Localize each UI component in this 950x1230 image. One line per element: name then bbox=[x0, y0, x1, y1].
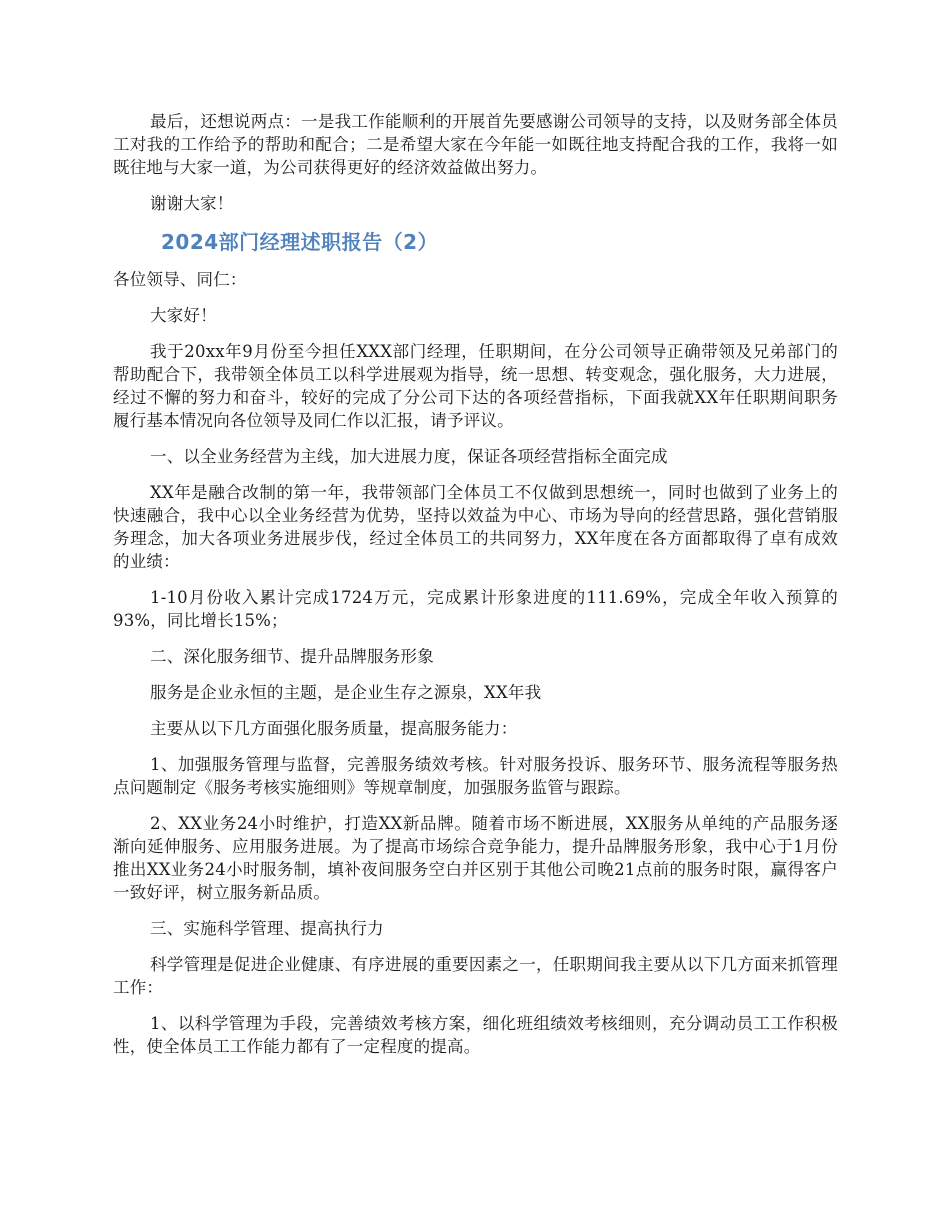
document-page bbox=[113, 110, 838, 1071]
greeting: 大家好！ bbox=[150, 306, 217, 325]
management-item-1: 1、以科学管理为手段，完善绩效考核方案，细化班组绩效考核细则，充分调动员工工作积极性，使全体员工工作能力都有了一定程度的提高。 bbox=[113, 1014, 838, 1056]
revenue-paragraph: 1-10月份收入累计完成1724万元，完成累计形象进度的111.69%，完成全年收入预算的93%，同比增长15%； bbox=[113, 588, 838, 630]
section-heading: 2024部门经理述职报告（2） bbox=[161, 230, 439, 254]
section-one-title: 一、以全业务经营为主线，加大进展力度，保证各项经营指标全面完成 bbox=[150, 447, 668, 466]
service-item-1: 1、加强服务管理与监督，完善服务绩效考核。针对服务投诉、服务环节、服务流程等服务热点问题制定《服务考核实施细则》等规章制度，加强服务监管与跟踪。 bbox=[113, 755, 838, 797]
service-focus-line: 主要从以下几方面强化服务质量，提高服务能力： bbox=[150, 719, 518, 738]
section-three-title: 三、实施科学管理、提高执行力 bbox=[150, 919, 384, 938]
thanks-line: 谢谢大家！ bbox=[150, 194, 234, 213]
service-intro-line: 服务是企业永恒的主题，是企业生存之源泉，XX年我 bbox=[150, 683, 542, 702]
salutation: 各位领导、同仁： bbox=[113, 270, 247, 289]
service-item-2: 2、XX业务24小时维护，打造XX新品牌。随着市场不断进展，XX服务从单纯的产品服务逐渐向延伸服务、应用服务进展。为了提高市场综合竞争能力，提升品牌服务形象，我中心于1月份推出XX业务24小时服务制，填补夜间服务空白并区别于其他公司晚21点前的服务时限，赢得客户一致好评，树立服务新品质。 bbox=[113, 814, 838, 902]
section-two-title: 二、深化服务细节、提升品牌服务形象 bbox=[150, 647, 434, 666]
closing-paragraph: 最后，还想说两点：一是我工作能顺利的开展首先要感谢公司领导的支持，以及财务部全体员工对我的工作给予的帮助和配合；二是希望大家在今年能一如既往地支持配合我的工作，我将一如既往地与大家一道，为公司获得更好的经济效益做出努力。 bbox=[113, 112, 838, 177]
section-one-body: XX年是融合改制的第一年，我带领部门全体员工不仅做到思想统一，同时也做到了业务上的快速融合，我中心以全业务经营为优势，坚持以效益为中心、市场为导向的经营思路，强化营销服务理念，加大各项业务进展步伐，经过全体员工的共同努力，XX年度在各方面都取得了卓有成效的业绩： bbox=[113, 483, 838, 571]
management-intro: 科学管理是促进企业健康、有序进展的重要因素之一，任职期间我主要从以下几方面来抓管理工作： bbox=[113, 955, 838, 997]
intro-paragraph: 我于20xx年9月份至今担任XXX部门经理，任职期间，在分公司领导正确带领及兄弟部门的帮助配合下，我带领全体员工以科学进展观为指导，统一思想、转变观念，强化服务，大力进展，经过不懈的努力和奋斗，较好的完成了分公司下达的各项经营指标，下面我就XX年任职期间职务履行基本情况向各位领导及同仁作以汇报，请予评议。 bbox=[113, 342, 838, 430]
